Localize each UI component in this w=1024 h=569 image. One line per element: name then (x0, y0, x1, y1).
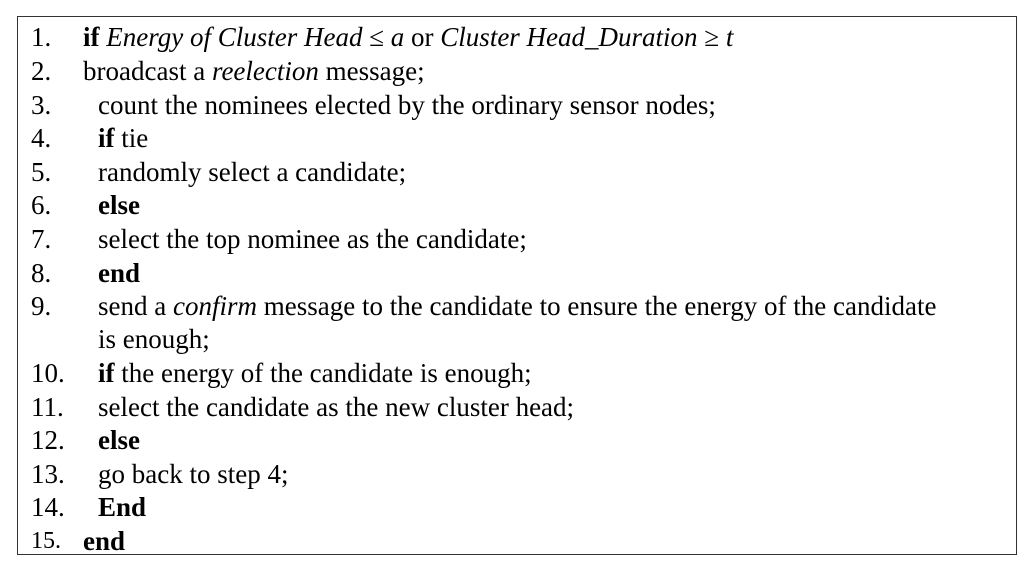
algorithm-line-1 (18, 21, 1016, 54)
line-text-part: or (404, 22, 441, 52)
line-text-part: message; (318, 56, 425, 86)
line-text (98, 357, 532, 390)
line-number: 4. (31, 123, 52, 153)
line-number: 12. (31, 425, 65, 455)
algorithm-line-2 (18, 55, 1016, 88)
keyword-end: End (98, 492, 147, 522)
algorithm-line-8 (18, 257, 1016, 290)
line-number: 7. (31, 224, 52, 254)
line-text-part: Cluster Head_Duration (440, 22, 698, 52)
line-text-part: reelection (211, 56, 319, 86)
line-number: 11. (31, 392, 64, 422)
line-text-part: broadcast a (83, 56, 212, 86)
line-text (98, 290, 936, 323)
line-number: 2. (31, 56, 52, 86)
line-text (83, 21, 733, 54)
line-text-part: Energy of Cluster Head (106, 22, 363, 52)
line-text-part: the energy of the candidate is enough; (114, 358, 532, 388)
algorithm-line-15 (18, 525, 1016, 558)
line-text-part: message to the candidate to ensure the energy of the candidate (256, 291, 937, 321)
keyword-else: else (98, 425, 140, 455)
line-number: 6. (31, 190, 52, 220)
line-text-part: tie (114, 123, 149, 153)
keyword-end: end (83, 526, 126, 556)
algorithm-line-12 (18, 424, 1016, 457)
algorithm-line-3 (18, 89, 1016, 122)
keyword-end: end (98, 258, 141, 288)
line-number: 13. (31, 459, 65, 489)
line-number: 5. (31, 157, 52, 187)
algorithm-line-5 (18, 156, 1016, 189)
algorithm-line-13 (18, 458, 1016, 491)
algorithm-line-9 (18, 290, 1016, 323)
line-text-part: ≥ (697, 22, 726, 52)
line-text-part: confirm (172, 291, 257, 321)
line-text: select the candidate as the new cluster head; (98, 392, 575, 422)
keyword-else: else (98, 190, 140, 220)
keyword-if: if (98, 358, 115, 388)
algorithm-box (17, 16, 1017, 555)
line-number: 8. (31, 258, 52, 288)
line-number: 15. (31, 528, 61, 554)
line-text-part: a (390, 22, 405, 52)
line-number: 10. (31, 358, 65, 388)
line-text-part: send a (98, 291, 173, 321)
line-text (98, 122, 148, 155)
line-text: randomly select a candidate; (98, 157, 407, 187)
algorithm-line-9-continued (18, 323, 1016, 356)
algorithm-line-4 (18, 122, 1016, 155)
algorithm-line-11 (18, 391, 1016, 424)
line-text: go back to step 4; (98, 459, 289, 489)
line-number: 3. (31, 90, 52, 120)
line-text: select the top nominee as the candidate; (98, 224, 527, 254)
line-text: count the nominees elected by the ordinary sensor nodes; (98, 90, 716, 120)
keyword-if: if (83, 22, 107, 52)
line-text (83, 55, 425, 88)
line-number: 1. (31, 22, 52, 52)
line-number: 14. (31, 492, 65, 522)
line-text: is enough; (98, 324, 210, 354)
line-text-part: t (725, 22, 734, 52)
algorithm-line-7 (18, 223, 1016, 256)
line-text-part: ≤ (362, 22, 391, 52)
keyword-if: if (98, 123, 115, 153)
line-number: 9. (31, 291, 52, 321)
algorithm-line-10 (18, 357, 1016, 390)
algorithm-line-14 (18, 491, 1016, 524)
algorithm-line-6 (18, 189, 1016, 222)
